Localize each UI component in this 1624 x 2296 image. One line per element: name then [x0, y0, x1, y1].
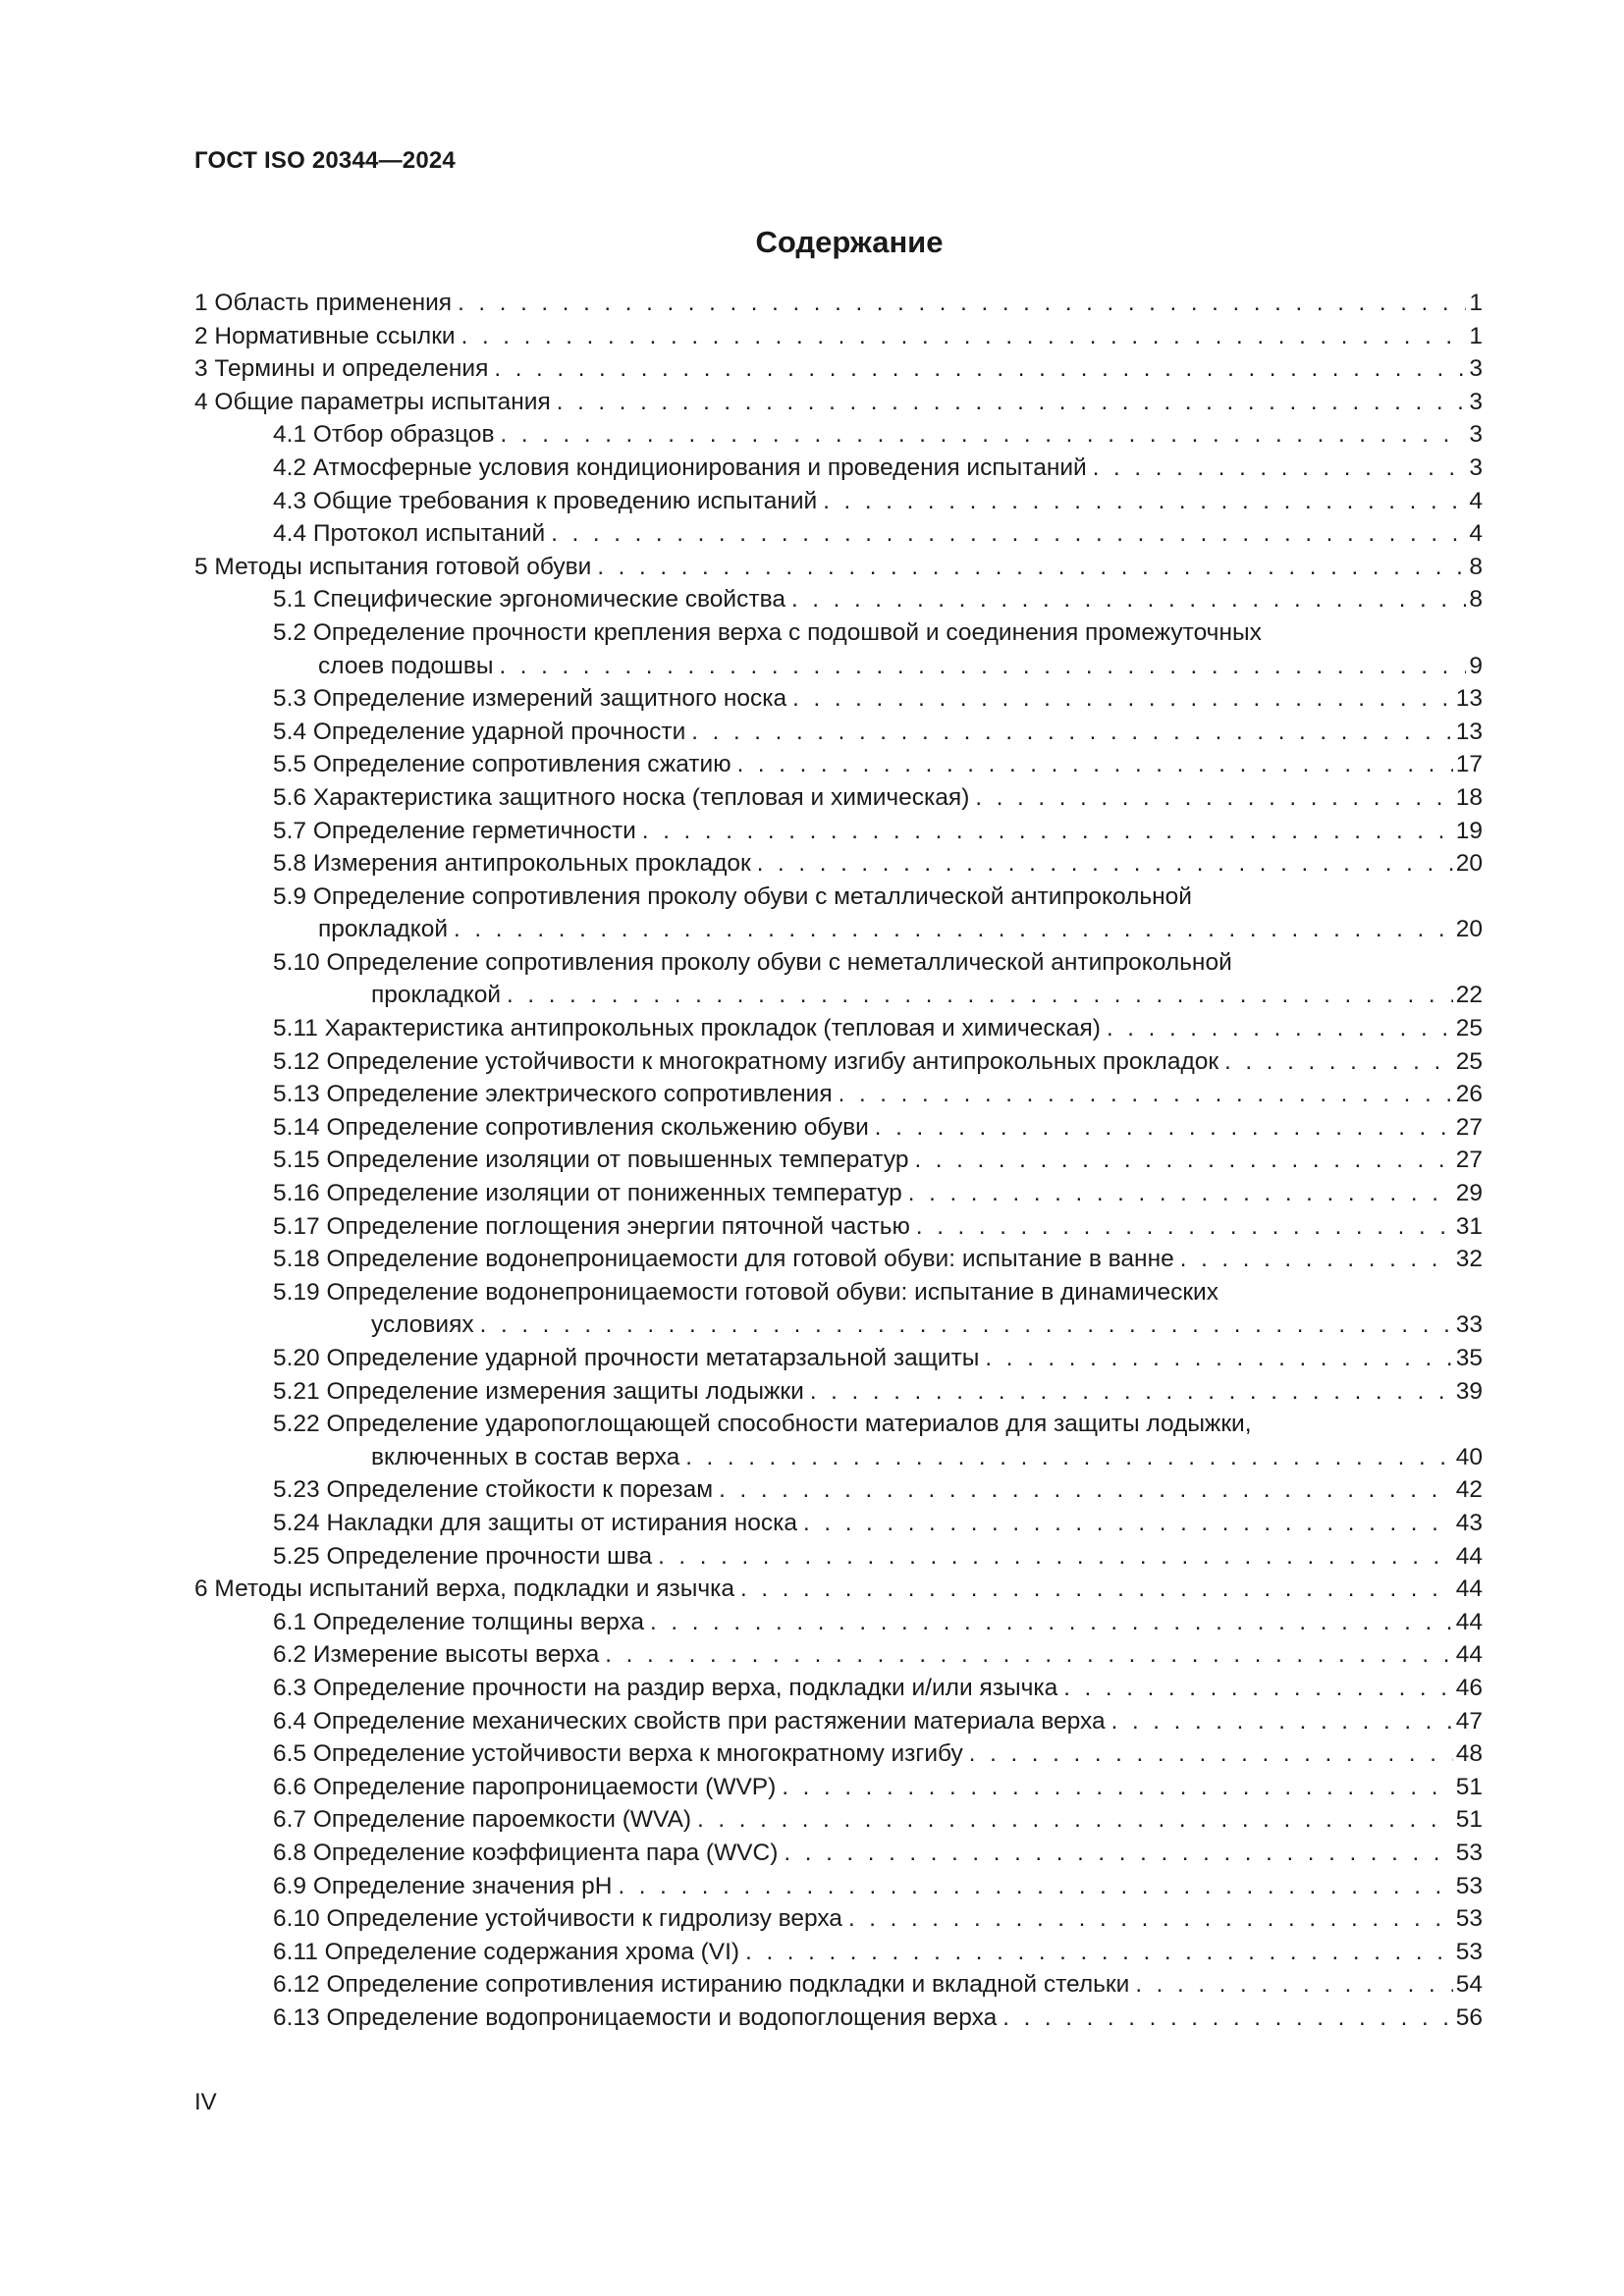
toc-entry[interactable]: [194, 1573, 1483, 1606]
toc-entry-page: 53: [1455, 1872, 1483, 1899]
toc-entry-title: 5.4 Определение ударной прочности: [273, 718, 686, 745]
toc-entry-title: 5.13 Определение электрического сопротивления: [273, 1081, 833, 1108]
toc-entry-title: 6.7 Определение пароемкости (WVA): [273, 1806, 692, 1834]
dot-leader: [792, 682, 1453, 716]
toc-entry-page: 4: [1469, 520, 1483, 548]
toc-entry[interactable]: [194, 1473, 1483, 1507]
dot-leader: [839, 1078, 1453, 1111]
dot-leader: [848, 1902, 1453, 1936]
toc-entry-page: 51: [1455, 1773, 1483, 1800]
toc-entry[interactable]: [194, 517, 1483, 551]
toc-entry-page: 53: [1455, 1905, 1483, 1933]
toc-entry[interactable]: [194, 1902, 1483, 1936]
dot-leader: [1107, 1012, 1453, 1045]
toc-entry-title: 5.19 Определение водонепроницаемости готовой обуви: испытание в динамических: [273, 1278, 1218, 1306]
toc-entry-title: 1 Область применения: [194, 290, 453, 316]
toc-entry[interactable]: [194, 352, 1483, 386]
toc-entry-title: 6.12 Определение сопротивления истиранию подкладки и вкладной стельки: [273, 1971, 1130, 1999]
toc-entry-page: 3: [1469, 454, 1483, 481]
toc-entry-title-continued: слоев подошвы: [318, 652, 494, 679]
dot-leader: [975, 781, 1452, 815]
toc-entry-page: 8: [1469, 586, 1483, 614]
toc-entry-page: 53: [1455, 1839, 1483, 1866]
toc-entry-page: 19: [1455, 817, 1483, 844]
dot-leader: [745, 1936, 1453, 1969]
toc-entry[interactable]: [194, 1243, 1483, 1276]
toc-entry-title-continued: прокладкой: [371, 982, 502, 1009]
dot-leader: [803, 1507, 1453, 1540]
toc-entry-title: 5.20 Определение ударной прочности метатарзальной защиты: [273, 1345, 980, 1371]
toc-entry-page: 27: [1455, 1113, 1483, 1141]
toc-entry-page: 9: [1469, 652, 1483, 679]
toc-entry-title: 5.10 Определение сопротивления проколу обуви с неметаллической антипрокольной: [273, 948, 1232, 976]
toc-entry-title: 5.22 Определение удaропоглощающей способности материалов для защиты лодыжки,: [273, 1411, 1252, 1438]
toc-entry[interactable]: [194, 1210, 1483, 1244]
dot-leader: [810, 1375, 1453, 1409]
toc-entry-page: 42: [1455, 1476, 1483, 1504]
toc-entry[interactable]: [194, 1177, 1483, 1210]
toc-entry[interactable]: [194, 946, 1483, 980]
toc-entry-page: 48: [1455, 1740, 1483, 1768]
toc-entry-title: 6.6 Определение паропроницаемости (WVP): [273, 1773, 777, 1800]
toc-entry-title: 5.16 Определение изоляции от пониженных температур: [273, 1180, 902, 1207]
toc-entry[interactable]: [194, 682, 1483, 716]
toc-entry-continuation[interactable]: [194, 979, 1483, 1012]
toc-entry-page: 47: [1455, 1707, 1483, 1735]
toc-entry-title: 5.24 Накладки для защиты от истирания носка: [273, 1509, 798, 1536]
toc-entry[interactable]: [194, 1540, 1483, 1574]
dot-leader: [605, 1638, 1452, 1672]
toc-entry-title: 5.21 Определение измерения защиты лодыжки: [273, 1377, 804, 1405]
dot-leader: [914, 1144, 1452, 1177]
toc-entry-title: 5.23 Определение стойкости к порезам: [273, 1476, 714, 1504]
toc-entry-title: 4.2 Атмосферные условия кондиционирования и проведения испытаний: [273, 454, 1087, 481]
toc-entry[interactable]: [194, 1803, 1483, 1837]
toc-entry-title: 6.13 Определение водопроницаемости и водопоглощения верха: [273, 2003, 998, 2031]
toc-entry-page: 25: [1455, 1047, 1483, 1075]
toc-entry-page: 44: [1455, 1575, 1483, 1603]
toc-entry-page: 1: [1469, 322, 1483, 349]
toc-entry-page: 13: [1455, 685, 1483, 713]
toc-entry[interactable]: [194, 815, 1483, 848]
dot-leader: [597, 551, 1466, 584]
toc-entry-title: 6.4 Определение механических свойств при растяжении материала верха: [273, 1707, 1106, 1735]
dot-leader: [685, 1441, 1453, 1474]
dot-leader: [782, 1771, 1452, 1804]
toc-entry[interactable]: [194, 452, 1483, 485]
toc-entry[interactable]: [194, 1606, 1483, 1639]
dot-leader: [875, 1111, 1453, 1145]
toc-entry-page: 17: [1455, 751, 1483, 778]
toc-entry-title: 5.2 Определение прочности крепления верха с подошвой и соединения промежуточных: [273, 618, 1262, 646]
dot-leader: [697, 1803, 1453, 1837]
toc-entry-title: 4.1 Отбор образцов: [273, 421, 495, 449]
toc-entry[interactable]: [194, 881, 1483, 914]
toc-entry-page: 53: [1455, 1938, 1483, 1965]
dot-leader: [501, 418, 1467, 452]
toc-entry-page: 39: [1455, 1377, 1483, 1405]
dot-leader: [1135, 1968, 1452, 2002]
toc-entry-page: 44: [1455, 1608, 1483, 1635]
toc-entry[interactable]: [194, 1144, 1483, 1177]
toc-entry[interactable]: [194, 1672, 1483, 1705]
toc-entry-title: 3 Термины и определения: [194, 355, 489, 383]
toc-entry-title-continued: прокладкой: [318, 916, 449, 943]
toc-title: Содержание: [755, 225, 944, 259]
page-number: IV: [194, 2089, 217, 2115]
toc-entry[interactable]: [194, 716, 1483, 749]
dot-leader: [1224, 1045, 1453, 1079]
toc-entry-title-continued: условиях: [371, 1311, 474, 1339]
toc-entry-page: 18: [1455, 783, 1483, 811]
toc-entry-page: 27: [1455, 1147, 1483, 1174]
dot-leader: [1180, 1243, 1453, 1276]
toc-entry-page: 3: [1469, 388, 1483, 415]
toc-entry-page: 20: [1455, 850, 1483, 878]
dot-leader: [650, 1606, 1453, 1639]
toc-entry-title: 6.11 Определение содержания хрома (VI): [273, 1938, 740, 1965]
dot-leader: [642, 815, 1453, 848]
toc-entry-title: 6.9 Определение значения pH: [273, 1872, 613, 1899]
toc-entry-title: 4.4 Протокол испытаний: [273, 520, 546, 548]
dot-leader: [908, 1177, 1453, 1210]
toc-entry-page: 3: [1469, 421, 1483, 449]
toc-entry-title: 6.2 Измерение высоты верха: [273, 1641, 600, 1669]
toc-entry-title: 5 Методы испытания готовой обуви: [194, 553, 592, 580]
toc-entry-page: 22: [1455, 982, 1483, 1009]
toc-entry[interactable]: [194, 583, 1483, 616]
toc-entry[interactable]: [194, 1705, 1483, 1738]
dot-leader: [737, 748, 1453, 781]
dot-leader: [1002, 2002, 1452, 2035]
toc-entry-title: 2 Нормативные ссылки: [194, 322, 456, 349]
toc-entry[interactable]: [194, 418, 1483, 452]
toc-entry[interactable]: [194, 781, 1483, 815]
dot-leader: [1063, 1672, 1453, 1705]
toc-entry-title: 5.8 Измерения антипрокольных прокладок: [273, 850, 751, 878]
toc-entry-page: 44: [1455, 1641, 1483, 1669]
toc-entry-page: 29: [1455, 1180, 1483, 1207]
toc-entry-title: 5.5 Определение сопротивления сжатию: [273, 751, 731, 778]
toc-entry-title: 6.8 Определение коэффициента пара (WVC): [273, 1839, 779, 1866]
toc-entry[interactable]: [194, 1276, 1483, 1309]
dot-leader: [458, 287, 1466, 320]
dot-leader: [969, 1737, 1453, 1771]
toc-entry-title: 5.1 Специфические эргономические свойства: [273, 586, 785, 614]
toc-entry-page: 25: [1455, 1015, 1483, 1042]
toc-entry[interactable]: [194, 1507, 1483, 1540]
toc-entry-title-continued: включенных в состав верха: [371, 1443, 680, 1470]
toc-entry-title: 5.6 Характеристика защитного носка (тепловая и химическая): [273, 783, 970, 811]
toc-entry[interactable]: [194, 1737, 1483, 1771]
toc-entry[interactable]: [194, 1638, 1483, 1672]
dot-leader: [791, 583, 1466, 616]
dot-leader: [658, 1540, 1453, 1574]
toc-entry-page: 31: [1455, 1212, 1483, 1240]
toc-entry-page: 54: [1455, 1971, 1483, 1999]
toc-entry[interactable]: [194, 1870, 1483, 1903]
toc-entry-title: 5.7 Определение герметичности: [273, 817, 636, 844]
dot-leader: [784, 1837, 1452, 1870]
toc-entry-page: 40: [1455, 1443, 1483, 1470]
toc-entry-page: 32: [1455, 1246, 1483, 1273]
toc-entry-page: 56: [1455, 2003, 1483, 2031]
dot-leader: [740, 1573, 1453, 1606]
toc-entry[interactable]: [194, 485, 1483, 518]
toc-entry-title: 5.14 Определение сопротивления скольжению обуви: [273, 1113, 869, 1141]
toc-entry-page: 4: [1469, 487, 1483, 514]
dot-leader: [551, 517, 1466, 551]
toc-entry-page: 33: [1455, 1311, 1483, 1339]
toc-entry[interactable]: [194, 1375, 1483, 1409]
toc-entry-continuation[interactable]: [194, 650, 1483, 683]
toc-entry-page: 13: [1455, 718, 1483, 745]
toc-entry-title: 6.10 Определение устойчивости к гидролизу верха: [273, 1905, 842, 1933]
toc-entry[interactable]: [194, 386, 1483, 419]
toc-entry-title: 6.3 Определение прочности на раздир верха, подкладки и/или язычка: [273, 1674, 1058, 1701]
toc-entry-page: 43: [1455, 1509, 1483, 1536]
dot-leader: [719, 1473, 1453, 1507]
toc-entry[interactable]: [194, 1078, 1483, 1111]
dot-leader: [480, 1308, 1453, 1342]
toc-entry[interactable]: [194, 320, 1483, 353]
toc-entry-page: 20: [1455, 916, 1483, 943]
toc-entry-title: 5.9 Определение сопротивления проколу обуви с металлической антипрокольной: [273, 882, 1192, 910]
toc-entry-title: 4 Общие параметры испытания: [194, 388, 551, 415]
toc-entry[interactable]: [194, 1837, 1483, 1870]
dot-leader: [757, 847, 1453, 881]
dot-leader: [454, 913, 1453, 946]
toc-entry[interactable]: [194, 1771, 1483, 1804]
toc-entry[interactable]: [194, 1408, 1483, 1441]
toc-entry-title: 5.11 Характеристика антипрокольных прокладок (тепловая и химическая): [273, 1015, 1101, 1042]
dot-leader: [823, 485, 1466, 518]
toc-entry[interactable]: [194, 1936, 1483, 1969]
toc-entry-title: 6.5 Определение устойчивости верха к многократному изгибу: [273, 1740, 963, 1768]
toc-entry-title: 4.3 Общие требования к проведению испытаний: [273, 487, 818, 514]
toc-entry[interactable]: [194, 551, 1483, 584]
table-of-contents: [194, 287, 1483, 2034]
dot-leader: [494, 352, 1466, 386]
toc-entry[interactable]: [194, 1045, 1483, 1079]
toc-entry-page: 44: [1455, 1542, 1483, 1570]
toc-entry[interactable]: [194, 748, 1483, 781]
dot-leader: [691, 716, 1452, 749]
dot-leader: [461, 320, 1467, 353]
toc-entry-page: 46: [1455, 1674, 1483, 1701]
toc-entry[interactable]: [194, 847, 1483, 881]
toc-entry-page: 35: [1455, 1345, 1483, 1371]
dot-leader: [557, 386, 1467, 419]
document-header: ГОСТ ISO 20344—2024: [194, 147, 456, 174]
toc-entry[interactable]: [194, 1012, 1483, 1045]
toc-entry[interactable]: [194, 1111, 1483, 1145]
toc-entry-continuation[interactable]: [194, 913, 1483, 946]
dot-leader: [916, 1210, 1453, 1244]
dot-leader: [618, 1870, 1452, 1903]
dot-leader: [985, 1342, 1452, 1375]
toc-entry-title: 5.12 Определение устойчивости к многократному изгибу антипрокольных прокладок: [273, 1047, 1219, 1075]
toc-entry-page: 1: [1469, 290, 1483, 316]
toc-entry-continuation[interactable]: [194, 1441, 1483, 1474]
toc-entry-title: 5.17 Определение поглощения энергии пяточной частью: [273, 1212, 910, 1240]
toc-entry-title: 5.18 Определение водонепроницаемости для готовой обуви: испытание в ванне: [273, 1246, 1174, 1273]
toc-entry-page: 8: [1469, 553, 1483, 580]
toc-entry-title: 6.1 Определение толщины верха: [273, 1608, 645, 1635]
toc-entry-page: 26: [1455, 1081, 1483, 1108]
toc-entry-title: 6 Методы испытаний верха, подкладки и язычка: [194, 1575, 735, 1603]
toc-entry[interactable]: [194, 616, 1483, 650]
toc-entry-title: 5.15 Определение изоляции от повышенных температур: [273, 1147, 909, 1174]
dot-leader: [1111, 1705, 1453, 1738]
toc-entry-page: 3: [1469, 355, 1483, 383]
toc-entry[interactable]: [194, 1968, 1483, 2002]
toc-entry-continuation[interactable]: [194, 1308, 1483, 1342]
toc-entry-page: 51: [1455, 1806, 1483, 1834]
toc-entry[interactable]: [194, 287, 1483, 320]
dot-leader: [499, 650, 1466, 683]
dot-leader: [507, 979, 1453, 1012]
toc-entry[interactable]: [194, 1342, 1483, 1375]
toc-entry-title: 5.3 Определение измерений защитного носка: [273, 685, 787, 713]
toc-entry[interactable]: [194, 2002, 1483, 2035]
toc-entry-title: 5.25 Определение прочности шва: [273, 1542, 653, 1570]
dot-leader: [1093, 452, 1467, 485]
